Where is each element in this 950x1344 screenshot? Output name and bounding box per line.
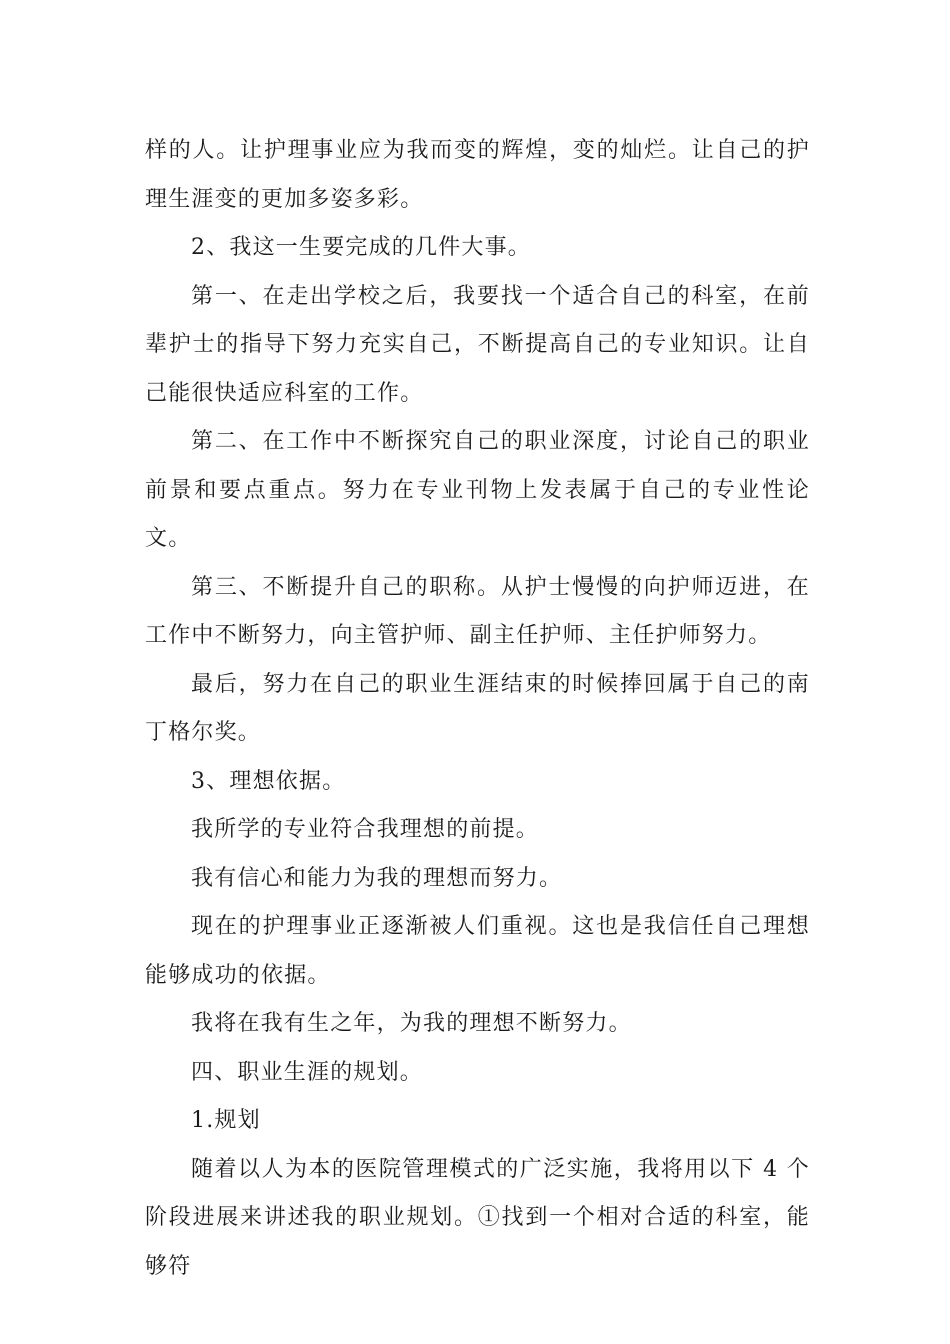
paragraph: 随着以人为本的医院管理模式的广泛实施，我将用以下 4 个阶段进展来讲述我的职业规划。①找到一个相对合适的科室，能够符 bbox=[145, 1156, 810, 1279]
paragraph: 最后，努力在自己的职业生涯结束的时候捧回属于自己的南丁格尔奖。 bbox=[145, 671, 810, 745]
paragraph: 2、我这一生要完成的几件大事。 bbox=[191, 235, 531, 260]
section-heading: 四、职业生涯的规划。 bbox=[191, 1059, 424, 1085]
paragraph: 我所学的专业符合我理想的前提。 bbox=[191, 817, 540, 842]
paragraph: 第三、不断提升自己的职称。从护士慢慢的向护师迈进，在工作中不断努力，向主管护师、副主任护师、主任护师努力。 bbox=[145, 574, 810, 648]
paragraph: 样的人。让护理事业应为我而变的辉煌，变的灿烂。让自己的护理生涯变的更加多姿多彩。 bbox=[145, 138, 810, 212]
paragraph: 第二、在工作中不断探究自己的职业深度，讨论自己的职业前景和要点重点。努力在专业刊物上发表属于自己的专业性论文。 bbox=[145, 429, 810, 551]
paragraph: 我将在我有生之年，为我的理想不断努力。 bbox=[191, 1011, 632, 1036]
paragraph: 第一、在走出学校之后，我要找一个适合自己的科室，在前辈护士的指导下努力充实自己，不断提高自己的专业知识。让自己能很快适应科室的工作。 bbox=[145, 283, 810, 406]
paragraph: 现在的护理事业正逐渐被人们重视。这也是我信任自己理想能够成功的依据。 bbox=[145, 914, 810, 988]
paragraph: 我有信心和能力为我的理想而努力。 bbox=[191, 865, 563, 891]
section-heading: 3、理想依据。 bbox=[191, 768, 346, 794]
document-body bbox=[145, 127, 810, 1291]
subsection-heading: 1.规划 bbox=[191, 1108, 261, 1133]
